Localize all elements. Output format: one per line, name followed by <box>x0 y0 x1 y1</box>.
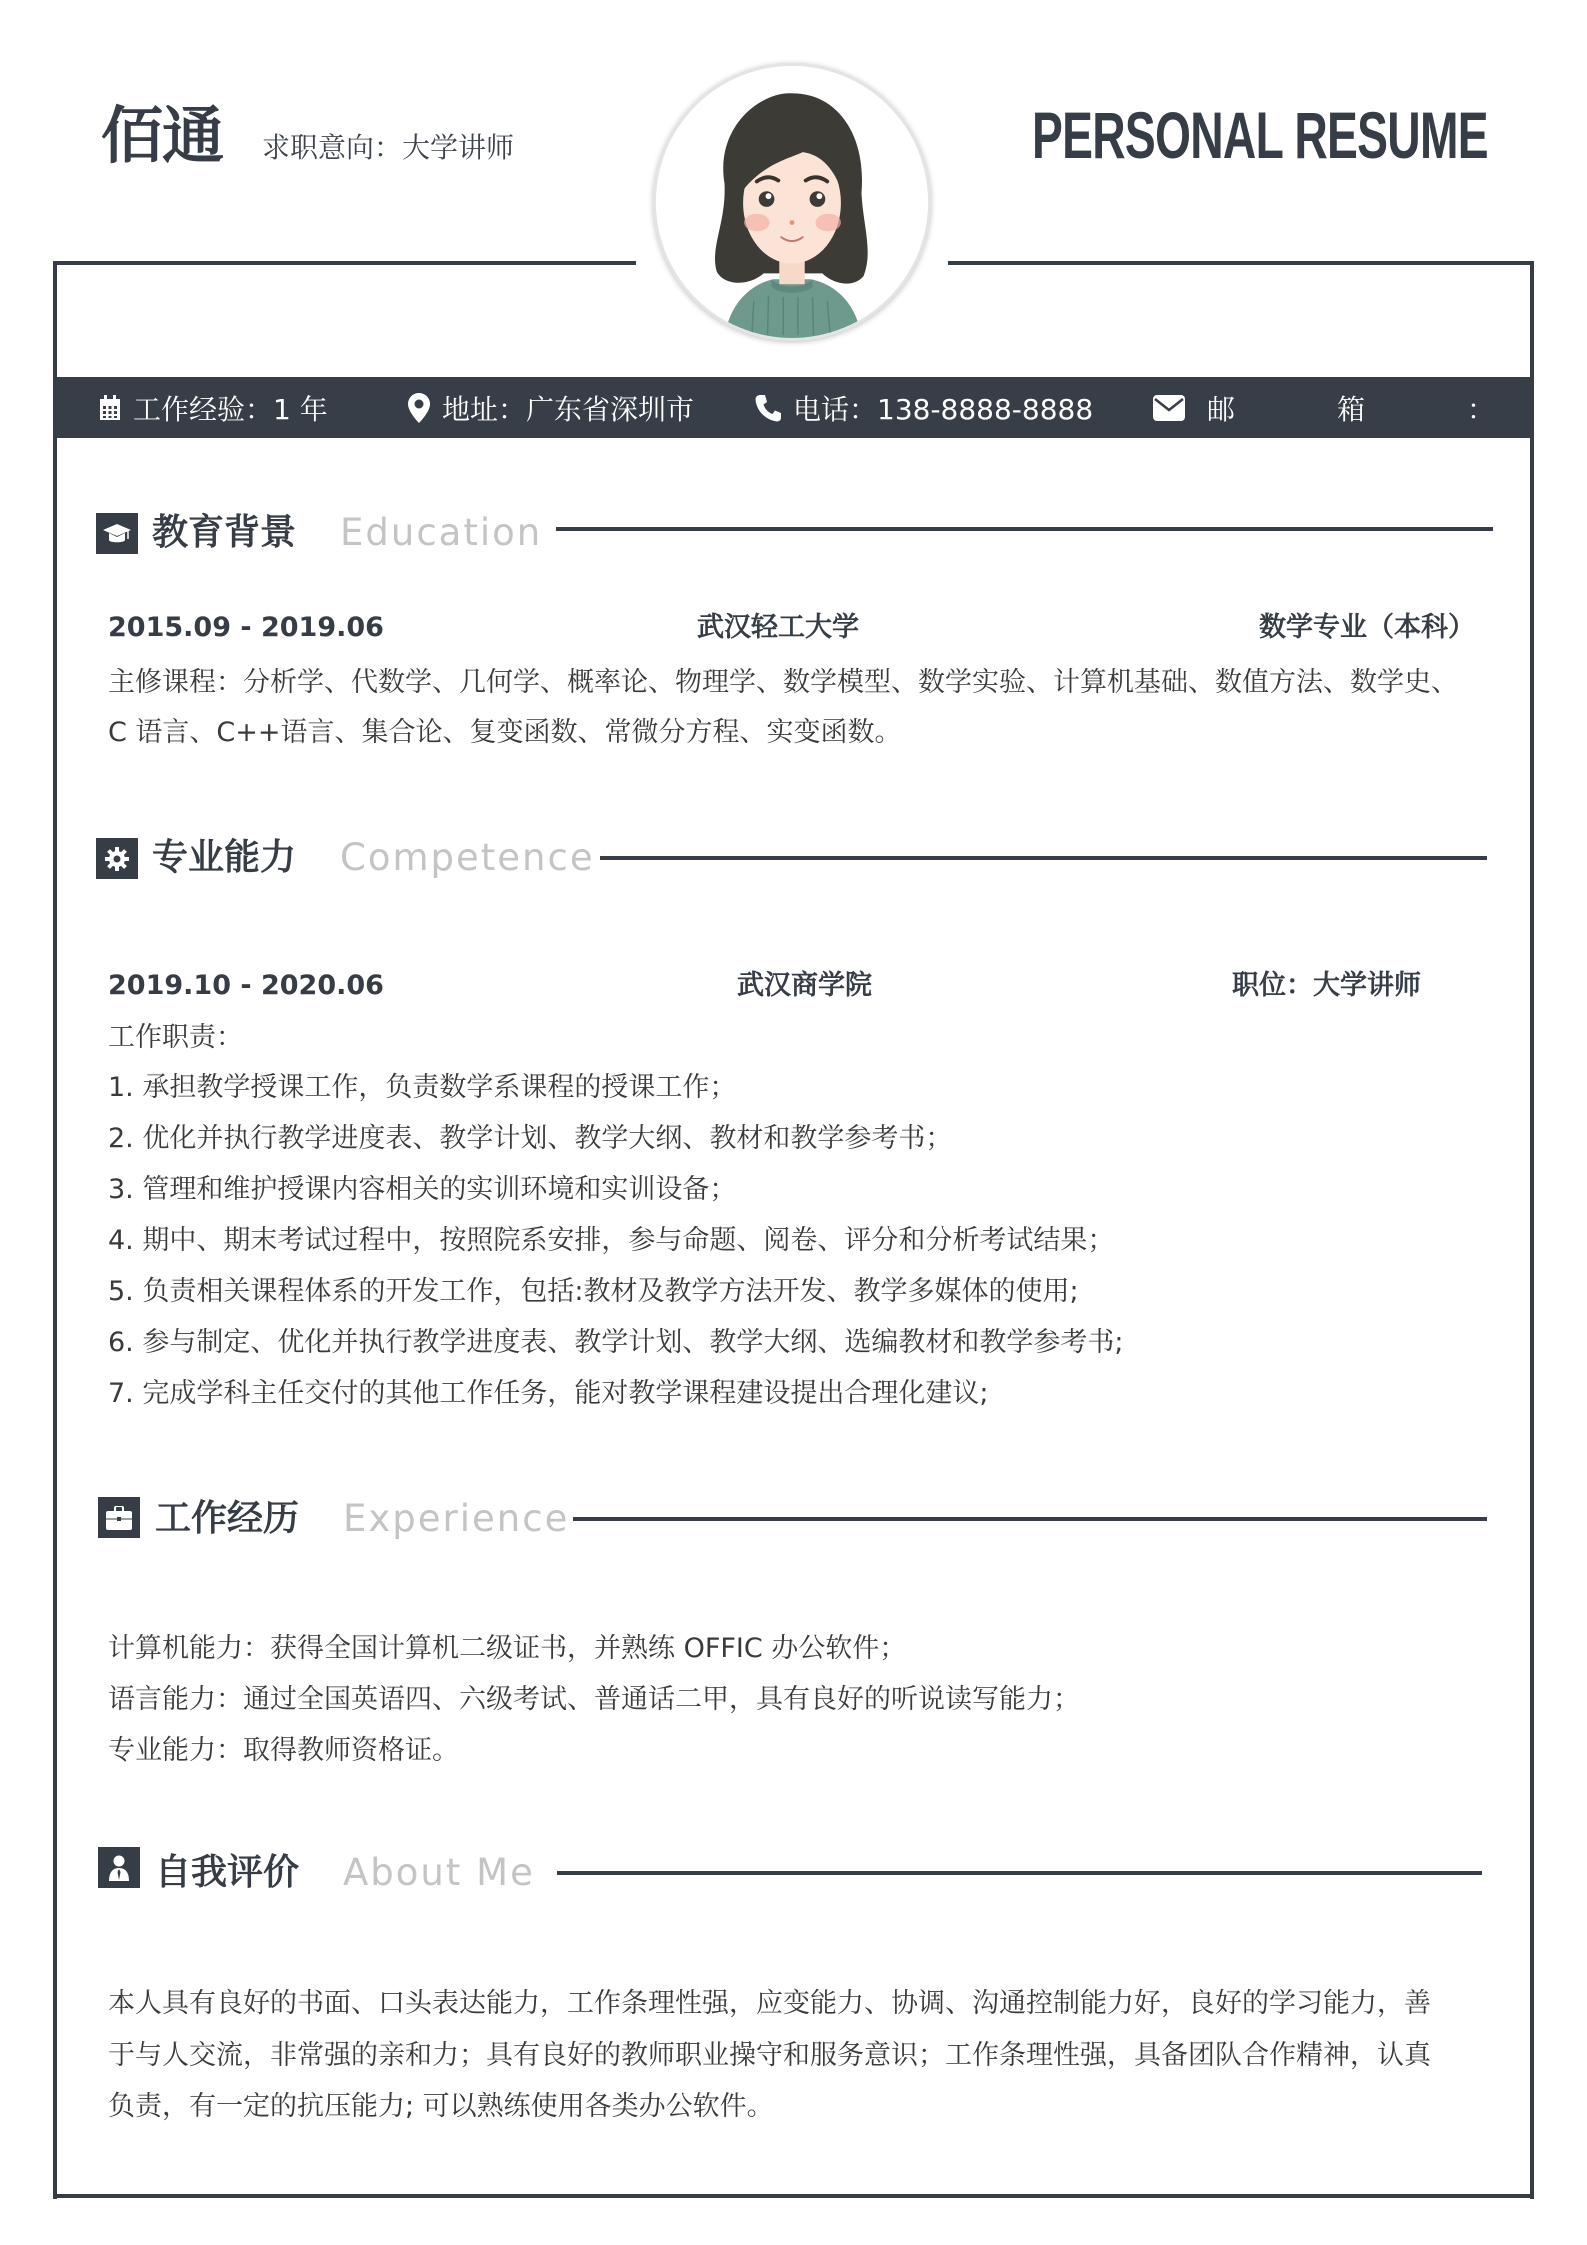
frame-top-right-line <box>948 261 1534 265</box>
education-period: 2015.09 - 2019.06 <box>108 612 384 643</box>
about-line: 本人具有良好的书面、口头表达能力，工作条理性强，应变能力、协调、沟通控制能力好，良好的学习能力，善 <box>108 1988 1431 2019</box>
duty-item: 1. 承担教学授课工作，负责数学系课程的授课工作； <box>108 1072 737 1103</box>
contact-phone-label: 电话：138-8888-8888 <box>793 392 1094 426</box>
competence-org: 武汉商学院 <box>737 970 872 1001</box>
about-title: 自我评价 <box>155 1852 300 1893</box>
contact-email-label-2: 箱 <box>1337 392 1366 426</box>
contact-address <box>408 377 694 438</box>
competence-period: 2019.10 - 2020.06 <box>108 970 384 1001</box>
experience-line: 语言能力：通过全国英语四、六级考试、普通话二甲，具有良好的听说读写能力； <box>108 1684 1080 1715</box>
competence-position: 职位：大学讲师 <box>1232 970 1421 1001</box>
education-courses-line-1: 主修课程：分析学、代数学、几何学、概率论、物理学、数学模型、数学实验、计算机基础、数值方法、数学史、 <box>108 667 1458 698</box>
candidate-name: 佰通 <box>101 99 224 172</box>
duty-item: 7. 完成学科主任交付的其他工作任务，能对教学课程建设提出合理化建议; <box>108 1378 989 1409</box>
duty-item: 3. 管理和维护授课内容相关的实训环境和实训设备； <box>108 1174 737 1205</box>
contact-experience-label: 工作经验：1 年 <box>133 392 328 426</box>
duty-item: 5. 负责相关课程体系的开发工作，包括:教材及教学方法开发、教学多媒体的使用; <box>108 1276 1079 1307</box>
about-divider <box>557 1871 1482 1875</box>
frame-top-left-line <box>53 261 636 265</box>
education-divider <box>556 527 1493 531</box>
about-title-en: About Me <box>343 1851 535 1894</box>
contact-email-label-1: 邮 <box>1207 392 1236 426</box>
envelope-icon <box>1153 395 1185 421</box>
contact-address-label: 地址：广东省深圳市 <box>442 392 695 426</box>
duties-label: 工作职责： <box>108 1022 243 1053</box>
experience-line: 计算机能力：获得全国计算机二级证书，并熟练 OFFIC 办公软件； <box>108 1633 907 1664</box>
duty-item: 2. 优化并执行教学进度表、教学计划、教学大纲、教材和教学参考书； <box>108 1123 953 1154</box>
about-line: 负责，有一定的抗压能力; 可以熟练使用各类办公软件。 <box>108 2091 774 2122</box>
duty-item: 6. 参与制定、优化并执行教学进度表、教学计划、教学大纲、选编教材和教学参考书; <box>108 1327 1124 1358</box>
phone-icon <box>755 394 781 422</box>
competence-divider <box>600 856 1487 860</box>
education-courses-line-2: C 语言、C++语言、集合论、复变函数、常微分方程、实变函数。 <box>108 717 902 748</box>
education-title: 教育背景 <box>152 512 297 553</box>
frame-right-border <box>1530 261 1534 2199</box>
personal-resume-title: PERSONAL RESUME <box>1032 98 1488 172</box>
education-major: 数学专业（本科） <box>1259 612 1475 643</box>
avatar <box>653 63 931 341</box>
contact-experience <box>99 377 328 438</box>
contact-bar <box>55 377 1532 438</box>
competence-title-en: Competence <box>340 836 595 879</box>
frame-bottom-border <box>53 2194 1534 2198</box>
map-pin-icon <box>408 393 430 423</box>
experience-title: 工作经历 <box>155 1498 300 1539</box>
education-title-en: Education <box>340 511 543 554</box>
user-tie-icon <box>98 1847 140 1888</box>
gear-icon <box>96 838 138 879</box>
education-school: 武汉轻工大学 <box>697 612 859 643</box>
experience-divider <box>573 1517 1487 1521</box>
experience-line: 专业能力：取得教师资格证。 <box>108 1735 459 1766</box>
contact-phone <box>755 377 1093 438</box>
duty-item: 4. 期中、期末考试过程中，按照院系安排，参与命题、阅卷、评分和分析考试结果； <box>108 1225 1115 1256</box>
frame-left-border <box>53 261 57 2199</box>
avatar-illustration <box>656 66 928 338</box>
contact-email <box>1153 377 1235 438</box>
graduation-cap-icon <box>96 513 138 554</box>
briefcase-icon <box>98 1497 140 1538</box>
contact-email-colon: ： <box>1467 392 1496 426</box>
about-line: 于与人交流，非常强的亲和力；具有良好的教师职业操守和服务意识；工作条理性强，具备团队合作精神，认真 <box>108 2040 1431 2071</box>
competence-title: 专业能力 <box>152 837 297 878</box>
job-intent: 求职意向：大学讲师 <box>262 131 515 164</box>
experience-title-en: Experience <box>343 1497 570 1540</box>
calendar-icon <box>99 395 121 421</box>
